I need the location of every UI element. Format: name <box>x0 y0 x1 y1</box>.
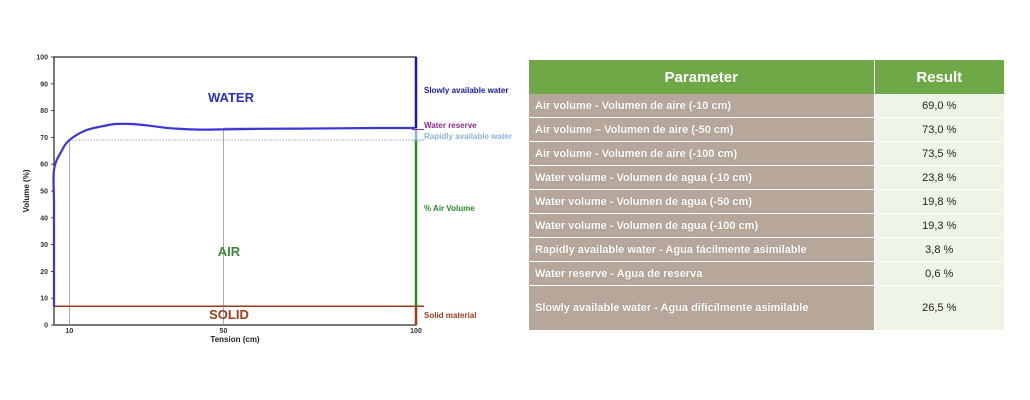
y-tick-label: 90 <box>40 81 48 89</box>
y-axis-title: Volume (%) <box>22 169 31 213</box>
slowly-available-label: Slowly available water <box>424 86 509 95</box>
result-cell: 3,8 % <box>874 238 1004 262</box>
parameter-cell: Air volume - Volumen de aire (-10 cm) <box>529 94 874 118</box>
results-table <box>529 60 1004 331</box>
result-cell: 19,8 % <box>874 190 1004 214</box>
result-cell: 19,3 % <box>874 214 1004 238</box>
parameter-cell: Water volume - Volumen de agua (-100 cm) <box>529 214 874 238</box>
y-tick-label: 100 <box>36 54 48 62</box>
result-cell: 0,6 % <box>874 262 1004 286</box>
table-row <box>529 166 1004 190</box>
parameter-cell: Water volume - Volumen de agua (-10 cm) <box>529 166 874 190</box>
water-reserve-label: Water reserve <box>424 121 477 130</box>
parameter-cell: Water reserve - Agua de reserva <box>529 262 874 286</box>
y-tick-label: 10 <box>40 295 48 303</box>
result-cell: 73,0 % <box>874 118 1004 142</box>
result-cell: 73,5 % <box>874 142 1004 166</box>
y-tick-label: 50 <box>40 188 48 196</box>
region-label-air: AIR <box>217 244 241 259</box>
x-tick-label: 10 <box>65 328 74 335</box>
parameter-cell: Rapidly available water - Agua fácilmente asimilable <box>529 238 874 262</box>
x-tick-label: 50 <box>219 328 228 335</box>
parameter-cell: Water volume - Volumen de agua (-50 cm) <box>529 190 874 214</box>
region-label-water: WATER <box>208 90 254 105</box>
table-row <box>529 214 1004 238</box>
header-result: Result <box>874 60 1004 94</box>
solid-material-label: Solid material <box>424 311 477 320</box>
parameter-cell: Slowly available water - Agua difícilmente asimilable <box>529 286 874 331</box>
result-cell: 23,8 % <box>874 166 1004 190</box>
y-tick-label: 20 <box>40 268 48 276</box>
parameter-cell: Air volume - Volumen de aire (-100 cm) <box>529 142 874 166</box>
parameter-cell: Air volume – Volumen de aire (-50 cm) <box>529 118 874 142</box>
y-tick-label: 70 <box>40 134 48 142</box>
y-tick-label: 80 <box>40 108 48 116</box>
y-tick-label: 0 <box>44 322 48 330</box>
result-cell: 26,5 % <box>874 286 1004 331</box>
table-row <box>529 142 1004 166</box>
air-volume-label: % Air Volume <box>424 204 475 213</box>
table-row <box>529 262 1004 286</box>
table-row <box>529 286 1004 331</box>
x-axis-title: Tension (cm) <box>210 335 260 344</box>
header-parameter: Parameter <box>529 60 874 94</box>
result-cell: 69,0 % <box>874 94 1004 118</box>
table-row <box>529 118 1004 142</box>
table-row <box>529 94 1004 118</box>
y-tick-label: 30 <box>40 242 48 250</box>
table-header-row <box>529 60 1004 94</box>
rapidly-available-label: Rapidly available water <box>424 132 513 141</box>
table-row <box>529 190 1004 214</box>
x-tick-label: 100 <box>410 328 422 335</box>
results-table-container <box>529 60 1004 331</box>
y-tick-label: 60 <box>40 161 48 169</box>
region-label-solid: SOLID <box>209 307 249 322</box>
y-tick-label: 40 <box>40 215 48 223</box>
table-row <box>529 238 1004 262</box>
